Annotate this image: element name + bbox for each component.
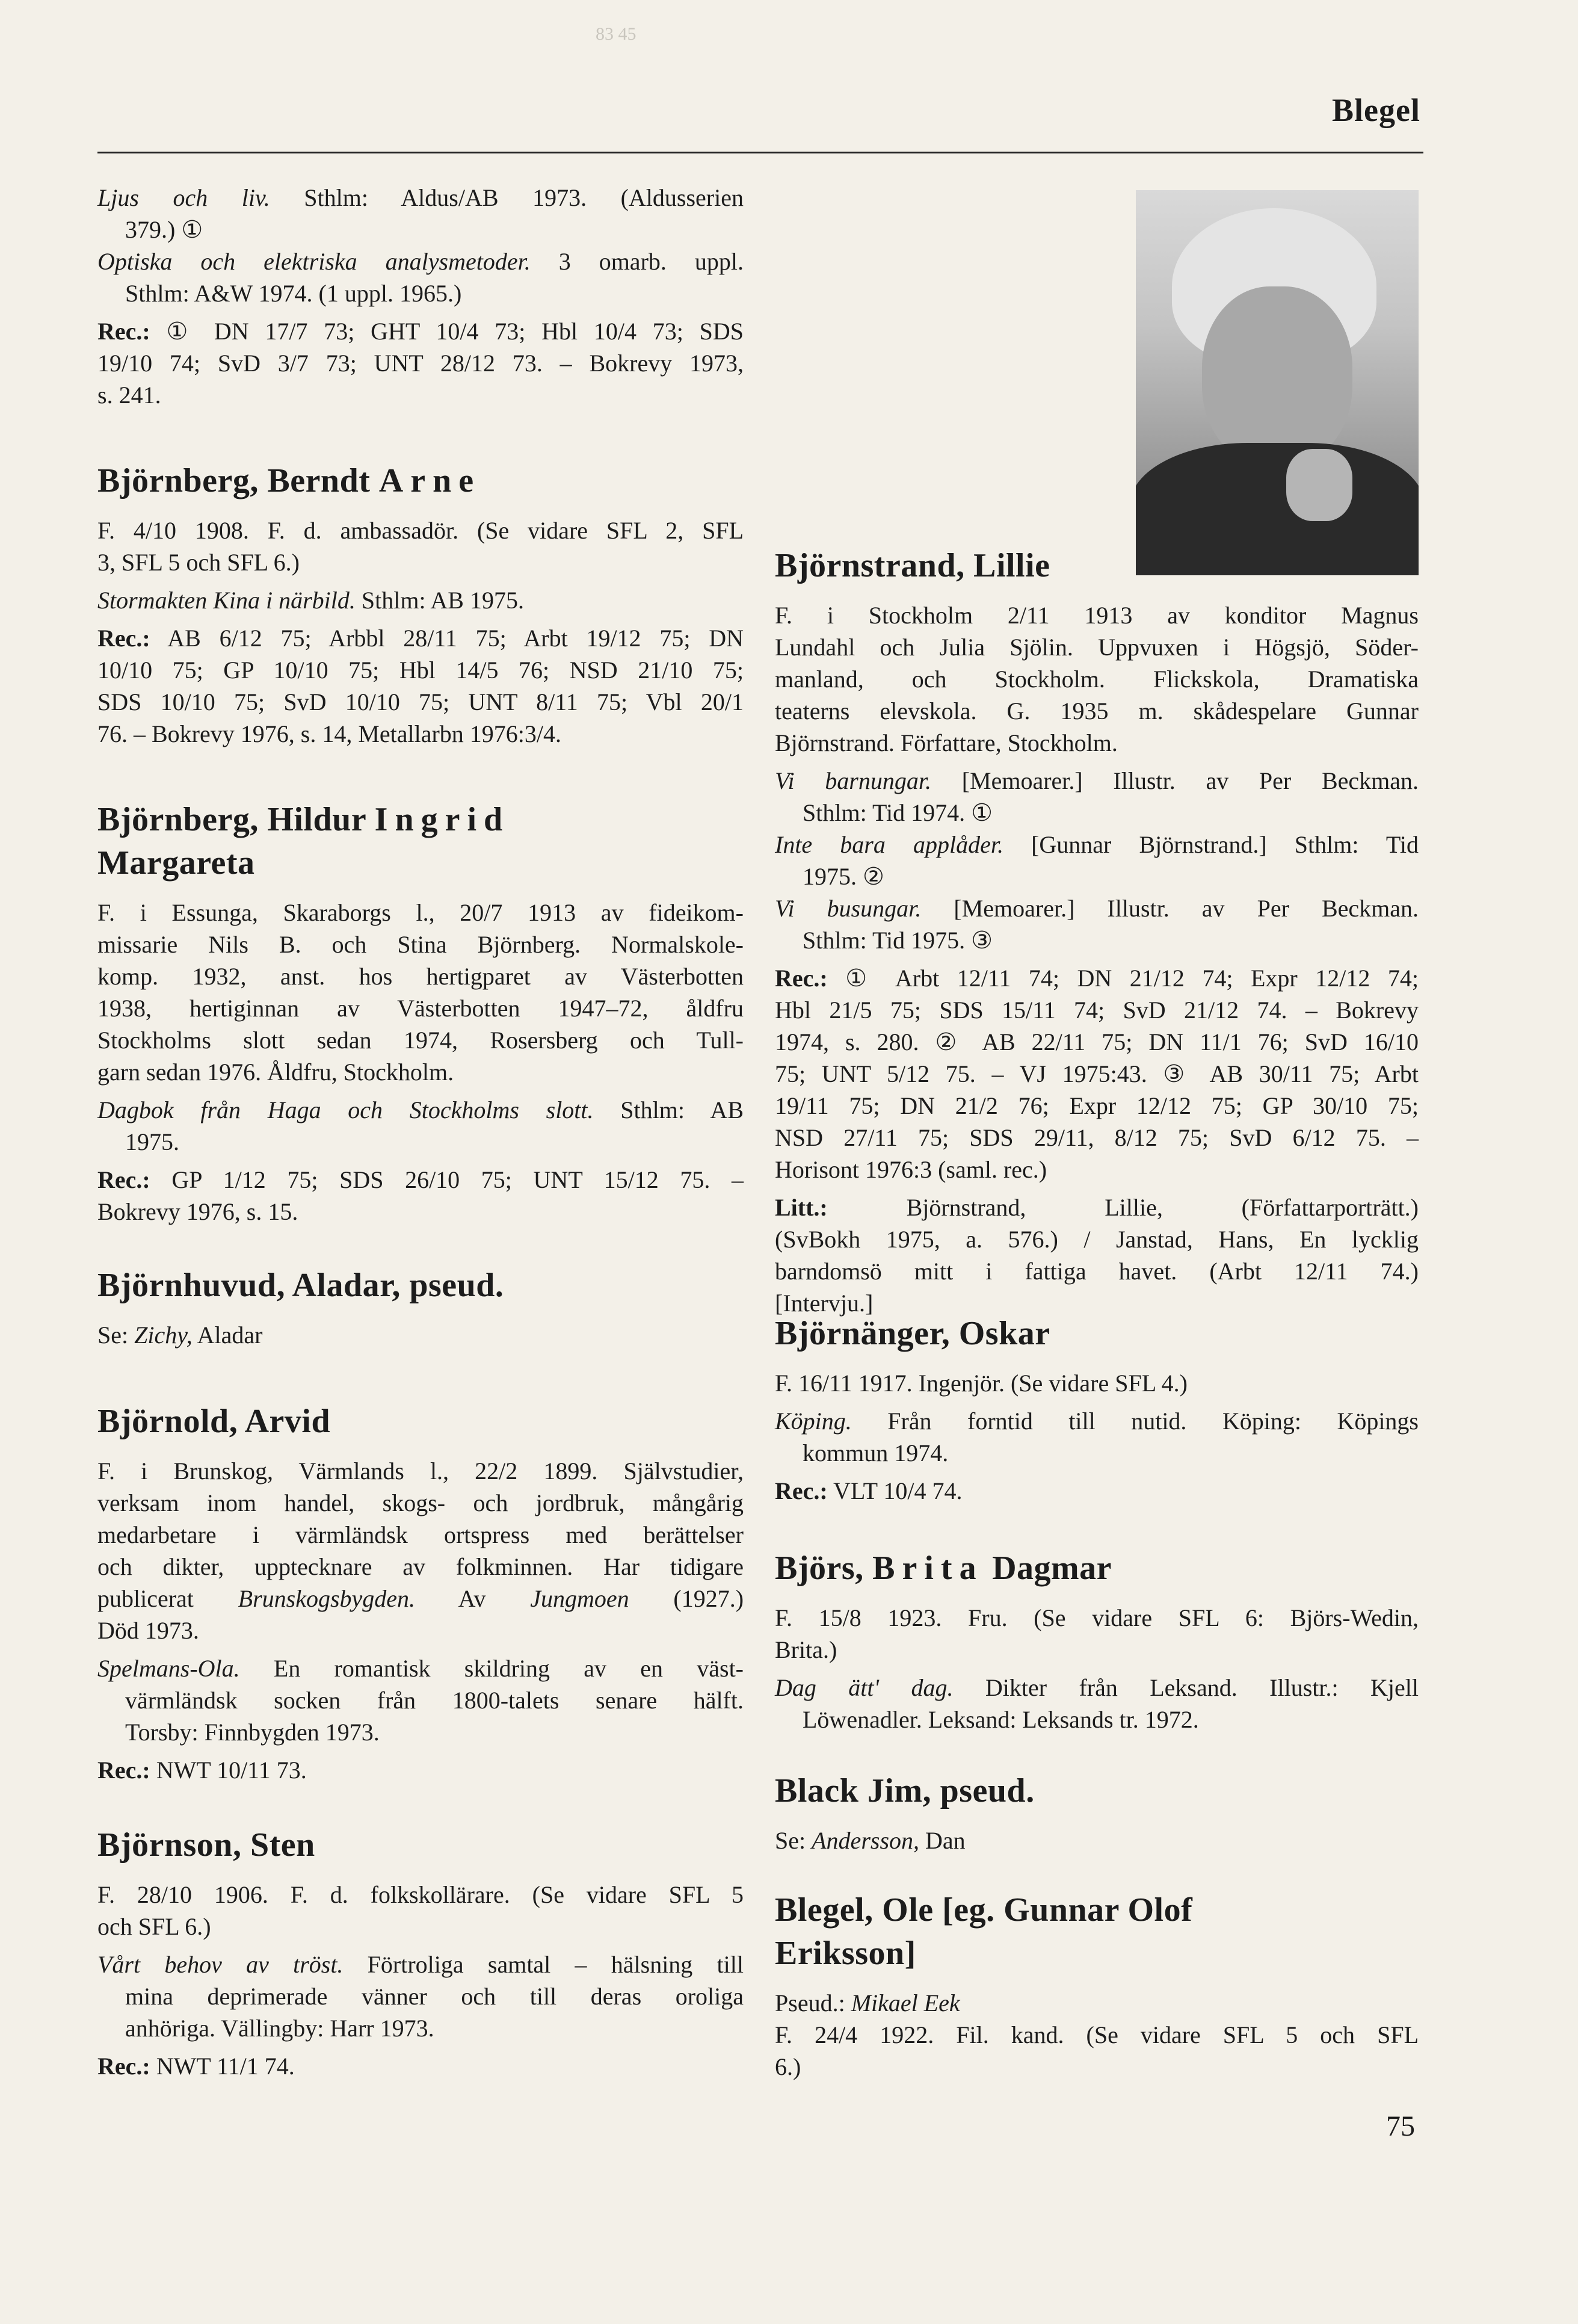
text-run: 379.) ① <box>125 216 203 243</box>
text-run: Björnberg, Hildur <box>97 801 375 838</box>
text-run: Sthlm: Aldus/AB 1973. (Aldusserien <box>270 184 744 211</box>
entry-heading <box>97 798 744 841</box>
text-line <box>775 1825 1419 1856</box>
text-run: GP 1/12 75; SDS 26/10 75; UNT 15/12 75. – <box>150 1166 744 1193</box>
text-line <box>97 992 744 1024</box>
text-line <box>775 1255 1419 1287</box>
text-run: Spelmans-Ola. <box>97 1655 240 1682</box>
text-line <box>775 663 1419 695</box>
text-run: 76. – Bokrevy 1976, s. 14, Metallarbn 1976:3/4. <box>97 720 562 747</box>
entry-l5 <box>97 1823 744 2082</box>
text-run: kommun 1974. <box>803 1439 949 1466</box>
entry-r0 <box>775 544 1419 1319</box>
text-run: Ljus och liv. <box>97 184 270 211</box>
text-run: [Gunnar Björnstrand.] Sthlm: Tid <box>1003 831 1419 858</box>
text-line <box>775 631 1419 663</box>
text-line <box>97 1980 744 2012</box>
text-line <box>775 861 1419 892</box>
text-run: 1975. ② <box>803 863 884 890</box>
text-run: Dikter från Leksand. Illustr.: Kjell <box>953 1674 1419 1701</box>
text-run: Torsby: Finnbygden 1973. <box>125 1719 380 1746</box>
text-run: F. 24/4 1922. Fil. kand. (Se vidare SFL 5 och SFL <box>775 2021 1419 2048</box>
text-run: Löwenadler. Leksand: Leksands tr. 1972. <box>803 1706 1199 1733</box>
text-run: komp. 1932, anst. hos hertigparet av Västerbotten <box>97 963 744 990</box>
entry-l2 <box>97 798 744 1228</box>
text-line <box>775 1475 1419 1507</box>
text-run: Arne <box>378 462 481 499</box>
text-run: Sthlm: AB 1975. <box>355 587 524 614</box>
text-run: AB 6/12 75; Arbbl 28/11 75; Arbt 19/12 75; DN <box>150 625 744 652</box>
text-run: Bokrevy 1976, s. 15. <box>97 1198 298 1225</box>
text-run: Inte bara applåder. <box>775 831 1003 858</box>
text-line <box>775 1191 1419 1223</box>
text-line <box>775 1122 1419 1154</box>
text-line <box>775 2019 1419 2051</box>
text-line <box>97 1126 744 1158</box>
text-line <box>775 962 1419 994</box>
text-run: Björnhuvud, Aladar, pseud. <box>97 1267 504 1304</box>
text-line <box>775 1634 1419 1666</box>
text-line <box>775 727 1419 759</box>
text-run: (1927.) <box>629 1585 744 1612</box>
text-run: Sthlm: Tid 1975. ③ <box>803 927 993 954</box>
text-run: Av <box>415 1585 531 1612</box>
entry-heading <box>97 1400 744 1443</box>
entry-heading <box>775 1888 1419 1932</box>
entry-l3 <box>97 1264 744 1351</box>
text-line <box>97 622 744 654</box>
text-run: Rec.: <box>97 625 150 652</box>
text-line <box>775 1367 1419 1399</box>
text-line <box>775 1672 1419 1704</box>
text-line <box>775 1090 1419 1122</box>
text-run: Köping. <box>775 1408 852 1435</box>
text-run: 1974, s. 280. ② AB 22/11 75; DN 11/1 76; SvD 16/10 <box>775 1028 1419 1055</box>
text-line <box>97 1684 744 1716</box>
text-run: Sthlm: A&W 1974. (1 uppl. 1965.) <box>125 280 462 307</box>
text-run: Andersson, <box>812 1827 920 1854</box>
text-run: Brita.) <box>775 1636 837 1663</box>
text-run: teaterns elevskola. G. 1935 m. skådespelare Gunnar <box>775 697 1419 725</box>
text-run: F. 15/8 1923. Fru. (Se vidare SFL 6: Björs-Wedin, <box>775 1604 1419 1631</box>
text-run: Mikael Eek <box>851 1989 960 2017</box>
text-run: Stormakten Kina i närbild. <box>97 587 356 614</box>
text-run: Black Jim, pseud. <box>775 1772 1035 1809</box>
text-line <box>97 277 744 309</box>
text-run: värmländsk socken från 1800-talets senare hälft. <box>125 1687 744 1714</box>
text-run: 3, SFL 5 och SFL 6.) <box>97 549 300 576</box>
text-run: Björnold, Arvid <box>97 1403 331 1440</box>
text-line <box>97 960 744 992</box>
text-run: (SvBokh 1975, a. 576.) / Janstad, Hans, En lycklig <box>775 1226 1419 1253</box>
page-number: 75 <box>1386 2110 1415 2142</box>
text-line <box>97 2050 744 2082</box>
text-line <box>97 1652 744 1684</box>
text-run: verksam inom handel, skogs- och jordbruk, mångårig <box>97 1489 744 1516</box>
text-line <box>775 1602 1419 1634</box>
text-line <box>97 686 744 718</box>
text-run: Björnstrand. Författare, Stockholm. <box>775 729 1118 756</box>
text-line <box>775 1704 1419 1735</box>
text-run: Zichy, <box>134 1321 193 1349</box>
text-run: 10/10 75; GP 10/10 75; Hbl 14/5 76; NSD 21/10 75; <box>97 657 744 684</box>
text-run: Ingrid <box>374 801 510 838</box>
text-run: garn sedan 1976. Åldfru, Stockholm. <box>97 1058 454 1086</box>
text-line <box>97 347 744 379</box>
text-run: publicerat <box>97 1585 238 1612</box>
text-run: 19/10 74; SvD 3/7 73; UNT 28/12 73. – Bokrevy 1973, <box>97 350 744 377</box>
entry-heading <box>775 1547 1419 1590</box>
text-run: 19/11 75; DN 21/2 76; Expr 12/12 75; GP 30/10 75; <box>775 1092 1419 1119</box>
text-run: Björnson, Sten <box>97 1826 315 1864</box>
text-line <box>97 1164 744 1196</box>
text-line <box>97 1319 744 1351</box>
text-line <box>775 599 1419 631</box>
text-run: F. i Brunskog, Värmlands l., 22/2 1899. Självstudier, <box>97 1457 744 1485</box>
text-run: Vi busungar. <box>775 895 922 922</box>
text-run: Dan <box>919 1827 966 1854</box>
entry-heading <box>97 1823 744 1867</box>
text-run: NSD 27/11 75; SDS 29/11, 8/12 75; SvD 6/12 75. – <box>775 1124 1419 1151</box>
text-line <box>97 1615 744 1646</box>
text-line <box>97 1879 744 1911</box>
text-line <box>775 1987 1419 2019</box>
text-run: manland, och Stockholm. Flickskola, Dramatiska <box>775 666 1419 693</box>
text-run: Aladar <box>192 1321 263 1349</box>
text-run: 1938, hertiginnan av Västerbotten 1947–72, åldfru <box>97 995 744 1022</box>
text-line <box>97 214 744 246</box>
text-run: och SFL 6.) <box>97 1913 211 1940</box>
text-run: missarie Nils B. och Stina Björnberg. Normalskole- <box>97 931 744 958</box>
entry-r3 <box>775 1769 1419 1856</box>
text-run: F. 16/11 1917. Ingenjör. (Se vidare SFL 4.) <box>775 1370 1188 1397</box>
text-run: ① DN 17/7 73; GHT 10/4 73; Hbl 10/4 73; SDS <box>150 318 744 345</box>
text-run: Dagbok från Haga och Stockholms slott. <box>97 1096 594 1123</box>
text-line <box>97 182 744 214</box>
text-line <box>97 2012 744 2044</box>
text-run: Jungmoen <box>530 1585 629 1612</box>
text-run: Björs, <box>775 1550 873 1587</box>
text-run: Brita <box>872 1550 984 1587</box>
text-run: Stockholms slott sedan 1974, Rosersberg och Tull- <box>97 1027 744 1054</box>
author-portrait-photo <box>1136 190 1419 575</box>
text-line <box>775 1154 1419 1185</box>
text-run: Se: <box>775 1827 812 1854</box>
text-run: Rec.: <box>775 1477 828 1504</box>
entry-heading <box>97 459 744 502</box>
entry-heading-continued <box>97 841 744 885</box>
text-run: Se: <box>97 1321 135 1349</box>
text-run: F. i Stockholm 2/11 1913 av konditor Magnus <box>775 602 1419 629</box>
text-line <box>97 1911 744 1942</box>
text-line <box>97 897 744 929</box>
entry-l1 <box>97 459 744 750</box>
text-line <box>97 1094 744 1126</box>
text-run: Rec.: <box>97 1166 150 1193</box>
text-line <box>775 695 1419 727</box>
text-line <box>775 797 1419 829</box>
text-line <box>97 546 744 578</box>
text-line <box>97 1455 744 1487</box>
text-run: medarbetare i värmländsk ortspress med berättelser <box>97 1521 744 1548</box>
text-line <box>97 1056 744 1088</box>
text-run: [Memoarer.] Illustr. av Per Beckman. <box>921 895 1419 922</box>
text-run: Blegel, Ole [eg. Gunnar Olof <box>775 1891 1193 1929</box>
text-run: Horisont 1976:3 (saml. rec.) <box>775 1156 1047 1183</box>
text-run: och dikter, upptecknare av folkminnen. Har tidigare <box>97 1553 744 1580</box>
text-line <box>97 929 744 960</box>
text-run: 6.) <box>775 2053 801 2080</box>
running-head: Blegel <box>1332 92 1420 128</box>
text-line <box>775 1026 1419 1058</box>
text-run: Litt.: <box>775 1194 828 1221</box>
entry-heading <box>775 1312 1419 1355</box>
text-line <box>97 1551 744 1583</box>
text-run: Från forntid till nutid. Köping: Köpings <box>851 1408 1419 1435</box>
text-run: ① Arbt 12/11 74; DN 21/12 74; Expr 12/12 74; <box>827 965 1419 992</box>
text-run: F. 4/10 1908. F. d. ambassadör. (Se vidare SFL 2, SFL <box>97 517 744 544</box>
text-line <box>775 924 1419 956</box>
text-run: Hbl 21/5 75; SDS 15/11 74; SvD 21/12 74. – Bokrevy <box>775 997 1419 1024</box>
text-run: Förtroliga samtal – hälsning till <box>343 1951 744 1978</box>
text-run: Björnstrand, Lillie, (Författarporträtt.) <box>827 1194 1419 1221</box>
text-run: Dag ätt' dag. <box>775 1674 954 1701</box>
text-run: NWT 10/11 73. <box>150 1757 307 1784</box>
text-run: Död 1973. <box>97 1617 199 1644</box>
text-line <box>775 829 1419 861</box>
text-run: Brunskogsbygden. <box>238 1585 416 1612</box>
entry-r1 <box>775 1312 1419 1507</box>
text-run: VLT 10/4 74. <box>827 1477 963 1504</box>
entry-r4 <box>775 1888 1419 2083</box>
text-line <box>97 1583 744 1615</box>
text-run: NWT 11/1 74. <box>150 2053 295 2080</box>
text-run: Rec.: <box>97 318 150 345</box>
text-line <box>775 1437 1419 1469</box>
text-line <box>97 515 744 546</box>
text-line <box>97 584 744 616</box>
text-line <box>97 1949 744 1980</box>
text-run: Dagmar <box>983 1550 1112 1587</box>
text-run: Pseud.: <box>775 1989 851 2017</box>
text-line <box>775 1405 1419 1437</box>
text-run: Lundahl och Julia Sjölin. Uppvuxen i Högsjö, Söder- <box>775 634 1419 661</box>
text-run: mina deprimerade vänner och till deras oroliga <box>125 1983 744 2010</box>
text-run: Björnänger, Oskar <box>775 1315 1050 1352</box>
text-line <box>97 1716 744 1748</box>
text-line <box>775 994 1419 1026</box>
entry-r2 <box>775 1547 1419 1735</box>
text-line <box>775 765 1419 797</box>
text-run: 1975. <box>125 1128 179 1155</box>
text-run: Björnstrand, Lillie <box>775 547 1050 584</box>
top-bleed-text: 83 45 <box>596 24 636 44</box>
text-line <box>97 1519 744 1551</box>
text-line <box>775 2051 1419 2083</box>
text-run: Björnberg, Berndt <box>97 462 379 499</box>
text-run: SDS 10/10 75; SvD 10/10 75; UNT 8/11 75; Vbl 20/1 <box>97 688 744 715</box>
text-run: F. 28/10 1906. F. d. folkskollärare. (Se vidare SFL 5 <box>97 1881 744 1908</box>
text-run: Margareta <box>97 844 255 882</box>
text-run: Sthlm: Tid 1974. ① <box>803 799 993 826</box>
text-line <box>775 892 1419 924</box>
text-run: Rec.: <box>775 965 828 992</box>
text-run: En romantisk skildring av en väst- <box>239 1655 744 1682</box>
header-rule <box>97 152 1423 153</box>
text-run: Rec.: <box>97 2053 150 2080</box>
text-run: anhöriga. Vällingby: Harr 1973. <box>125 2015 434 2042</box>
entry-heading-continued <box>775 1932 1419 1975</box>
entry-l0 <box>97 182 744 411</box>
text-run: 3 omarb. uppl. <box>530 248 744 275</box>
text-run: Optiska och elektriska analysmetoder. <box>97 248 531 275</box>
text-run: [Memoarer.] Illustr. av Per Beckman. <box>931 767 1419 794</box>
text-run: Eriksson] <box>775 1935 916 1972</box>
text-line <box>775 1223 1419 1255</box>
text-run: [Intervju.] <box>775 1290 874 1317</box>
text-line <box>97 246 744 277</box>
text-run: 75; UNT 5/12 75. – VJ 1975:43. ③ AB 30/11 75; Arbt <box>775 1060 1419 1087</box>
text-run: Vårt behov av tröst. <box>97 1951 344 1978</box>
text-line <box>97 379 744 411</box>
text-line <box>97 1487 744 1519</box>
text-line <box>97 315 744 347</box>
text-line <box>97 1024 744 1056</box>
text-run: Rec.: <box>97 1757 150 1784</box>
text-run: barndomsö mitt i fattiga havet. (Arbt 12/11 74.) <box>775 1258 1419 1285</box>
text-line <box>97 1196 744 1228</box>
entry-l4 <box>97 1400 744 1786</box>
entry-heading <box>97 1264 744 1307</box>
text-run: F. i Essunga, Skaraborgs l., 20/7 1913 av fideikom- <box>97 899 744 926</box>
text-line <box>775 1058 1419 1090</box>
text-line <box>97 718 744 750</box>
entry-heading <box>775 1769 1419 1813</box>
text-run: Sthlm: AB <box>593 1096 744 1123</box>
text-line <box>97 654 744 686</box>
text-line <box>97 1754 744 1786</box>
text-run: s. 241. <box>97 382 161 409</box>
text-run: Vi barnungar. <box>775 767 931 794</box>
